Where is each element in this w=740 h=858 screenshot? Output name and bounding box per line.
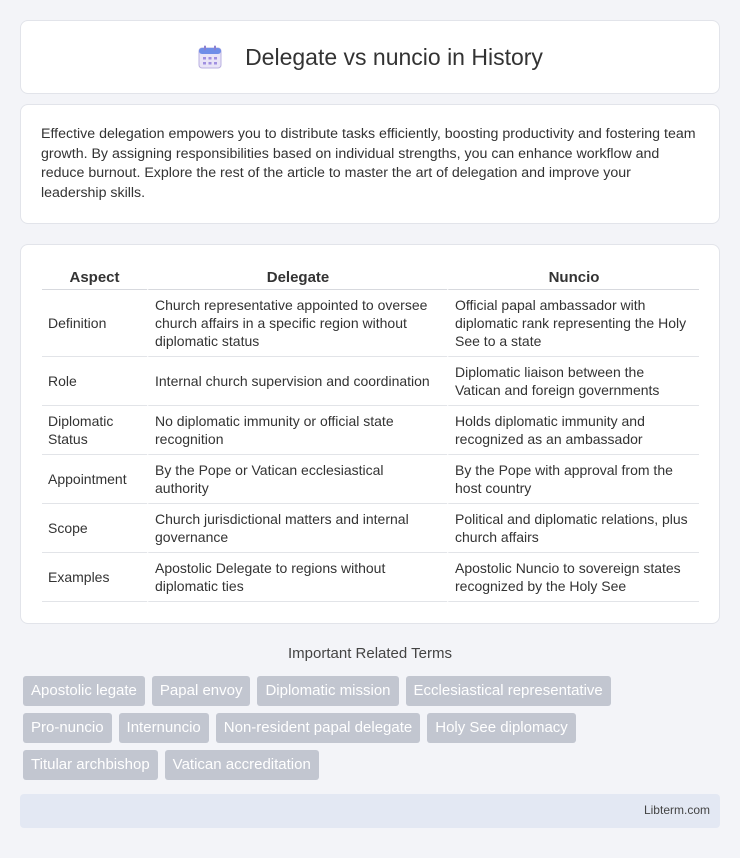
title-card <box>20 20 720 94</box>
related-term-tag[interactable]: Internuncio <box>119 713 209 743</box>
table-row <box>42 406 699 455</box>
comparison-table <box>42 265 699 602</box>
header-nuncio: Nuncio <box>447 265 699 290</box>
comparison-card <box>20 244 720 624</box>
footer-site-link[interactable]: Libterm.com <box>643 803 710 817</box>
row-delegate: No diplomatic immunity or official state recognition <box>147 406 447 455</box>
related-term-tag[interactable]: Papal envoy <box>152 676 251 706</box>
row-delegate: Church representative appointed to oversee church affairs in a specific region without diplomatic status <box>147 290 447 357</box>
row-nuncio: Apostolic Nuncio to sovereign states recognized by the Holy See <box>447 553 699 602</box>
related-term-tag[interactable]: Apostolic legate <box>23 676 145 706</box>
table-row <box>42 290 699 357</box>
table-header-row <box>42 265 699 290</box>
row-delegate: By the Pope or Vatican ecclesiastical authority <box>147 455 447 504</box>
table-row <box>42 357 699 406</box>
row-aspect: Definition <box>42 290 147 357</box>
row-delegate: Internal church supervision and coordination <box>147 357 447 406</box>
calendar-icon <box>197 44 223 70</box>
related-term-tag[interactable]: Holy See diplomacy <box>427 713 576 743</box>
table-row <box>42 553 699 602</box>
row-aspect: Appointment <box>42 455 147 504</box>
related-term-tag[interactable]: Titular archbishop <box>23 750 158 780</box>
row-nuncio: Diplomatic liaison between the Vatican and foreign governments <box>447 357 699 406</box>
row-aspect: Examples <box>42 553 147 602</box>
intro-card <box>20 104 720 224</box>
related-term-tag[interactable]: Pro-nuncio <box>23 713 112 743</box>
related-term-tag[interactable]: Vatican accreditation <box>165 750 319 780</box>
row-aspect: Role <box>42 357 147 406</box>
table-row <box>42 455 699 504</box>
row-delegate: Church jurisdictional matters and internal governance <box>147 504 447 553</box>
header-aspect: Aspect <box>42 265 147 290</box>
related-terms-list <box>23 676 703 780</box>
table-row <box>42 504 699 553</box>
row-nuncio: Official papal ambassador with diplomatic rank representing the Holy See to a state <box>447 290 699 357</box>
header-delegate: Delegate <box>147 265 447 290</box>
footer <box>20 794 720 828</box>
intro-text: Effective delegation empowers you to distribute tasks efficiently, boosting productivity and fostering team growth. By assigning responsibilities based on individual strengths, you can enhance workflow and reduce burnout. Explore the rest of the article to master the art of delegation and improve your leadership skills. <box>41 126 696 201</box>
related-term-tag[interactable]: Ecclesiastical representative <box>406 676 611 706</box>
row-nuncio: By the Pope with approval from the host country <box>447 455 699 504</box>
related-term-tag[interactable]: Diplomatic mission <box>257 676 398 706</box>
row-aspect: Scope <box>42 504 147 553</box>
row-nuncio: Political and diplomatic relations, plus church affairs <box>447 504 699 553</box>
row-nuncio: Holds diplomatic immunity and recognized as an ambassador <box>447 406 699 455</box>
row-delegate: Apostolic Delegate to regions without diplomatic ties <box>147 553 447 602</box>
page-title: Delegate vs nuncio in History <box>245 43 543 70</box>
related-term-tag[interactable]: Non-resident papal delegate <box>216 713 420 743</box>
related-terms-title: Important Related Terms <box>288 645 452 662</box>
row-aspect: Diplomatic Status <box>42 406 147 455</box>
